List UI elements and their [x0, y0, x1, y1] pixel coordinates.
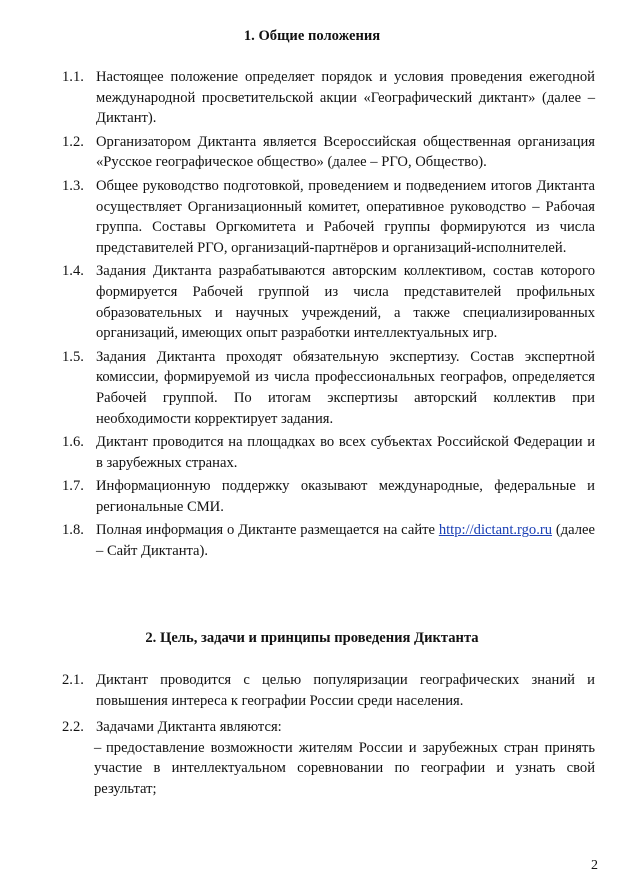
section-1-list	[0, 67, 624, 565]
list-item	[0, 176, 624, 258]
section-2-heading: 2. Цель, задачи и принципы проведения Диктанта	[145, 630, 479, 646]
list-item	[0, 432, 624, 473]
list-item	[0, 67, 624, 129]
item-text: Задачами Диктанта являются:	[96, 719, 282, 736]
item-number: 1.2.	[62, 133, 84, 150]
section-2-list	[0, 670, 624, 800]
section-1-heading: 1. Общие положения	[243, 28, 381, 44]
item-number: 1.3.	[62, 177, 84, 194]
item-text: Диктант проводится на площадках во всех субъектах Российской Федерации и в зарубежных странах.	[96, 434, 595, 471]
item-text: Диктант проводится с целью популяризации географических знаний и повышения интереса к географии России среди населения.	[96, 672, 595, 709]
item-text: Информационную поддержку оказывают международные, федеральные и региональные СМИ.	[96, 478, 595, 515]
item-number: 1.6.	[62, 434, 84, 451]
list-item	[0, 347, 624, 429]
item-text-before-link: Полная информация о Диктанте размещается на сайте	[96, 522, 439, 539]
list-item	[0, 132, 624, 173]
page-number: 2	[591, 858, 598, 873]
item-text: Задания Диктанта разрабатываются авторским коллективом, состав которого формируется Рабочей группой из числа представителей профильных образовательных и научных учреждений, а также специализированных организаций, имеющих опыт разработки интеллектуальных игр.	[96, 263, 595, 342]
item-text-after-link: (далее – Сайт Диктанта).	[96, 522, 595, 560]
item-number: 1.4.	[62, 263, 84, 280]
list-item	[0, 717, 624, 738]
list-item	[0, 476, 624, 517]
item-text: Задания Диктанта проходят обязательную экспертизу. Состав экспертной комиссии, формируемой из числа профессиональных географов, определяется Рабочей группой. По итогам экспертизы авторский коллектив при необходимости корректирует задания.	[96, 348, 595, 427]
sub-list-item	[94, 738, 595, 800]
item-number: 1.8.	[62, 522, 84, 539]
dash-marker: –	[94, 739, 102, 756]
item-number: 2.2.	[62, 719, 84, 736]
list-item	[0, 520, 624, 561]
list-item	[0, 670, 624, 711]
item-text	[96, 520, 595, 561]
item-text: Общее руководство подготовкой, проведением и подведением итогов Диктанта осуществляет Организационный комитет, оперативное руководство – Рабочая группа. Составы Оргкомитета и Рабочей группы формируются из числа представителей РГО, организаций-партнёров и организаций-исполнителей.	[96, 177, 595, 256]
item-text: Организатором Диктанта является Всероссийская общественная организация «Русское географическое общество» (далее – РГО, Общество).	[96, 133, 595, 171]
item-number: 2.1.	[62, 672, 84, 688]
sub-item-text: предоставление возможности жителям России и зарубежных стран принять участие в интеллектуальном соревновании по географии и узнать свой результат;	[94, 739, 595, 797]
item-text: Настоящее положение определяет порядок и условия проведения ежегодной международной просветительской акции «Географический диктант» (далее – Диктант).	[96, 69, 595, 127]
item-number: 1.7.	[62, 478, 84, 495]
list-item	[0, 261, 624, 343]
item-number: 1.1.	[62, 69, 84, 85]
item-number: 1.5.	[62, 348, 84, 365]
site-link[interactable]: http://dictant.rgo.ru	[438, 522, 553, 539]
